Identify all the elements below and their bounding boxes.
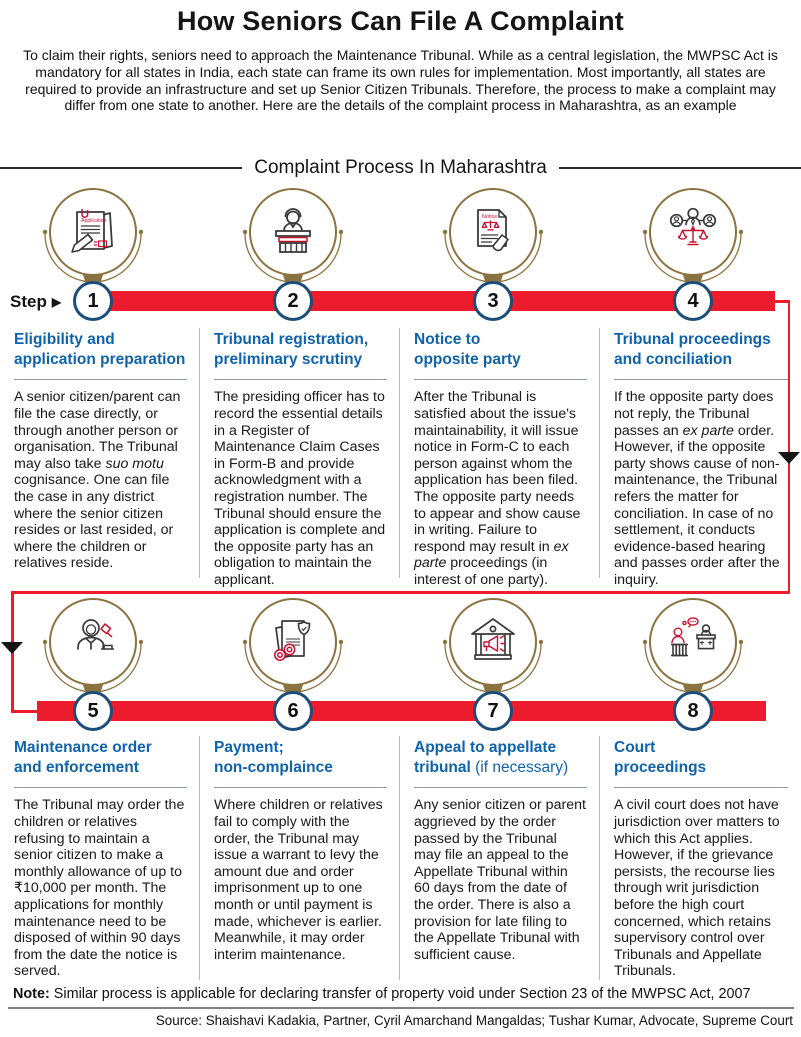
- intro-paragraph: To claim their rights, seniors need to approach the Maintenance Tribunal. While as a central legislation, the MWPSC Act is mandatory for all states in India, each state can frame its own rules for implementation. Most importantly, all states are required to provide an infrastructure and set up Senior Citizen Tribunals. Therefore, the process to make a complaint may differ from one state to another. Here are the details of the complaint process in Maharashtra, as an example: [23, 47, 778, 114]
- conciliation-scales-icon: [667, 205, 719, 257]
- heading-divider: [614, 379, 788, 380]
- step-heading: Notice to opposite party: [414, 331, 521, 369]
- step-body: Where children or relatives fail to comply with the order, the Tribunal may issue a warrant to levy the amount due and order imprisonment up to one month or until payment is made, whichever is earlier. Meanwhile, it may order interim maintenance.: [214, 797, 383, 963]
- step-body: A senior citizen/parent can file the case directly, or through another person or organisation. The Tribunal may also take suo motu cognisance. One can file the case in any district where the senior citizen resides or last resided, or where the children or relatives reside.: [14, 389, 181, 572]
- step-body: Any senior citizen or parent aggrieved by the order passed by the Tribunal may file an appeal to the Appellate Tribunal within 60 days from the date of the order. There is also a provision for late filing to the Appellate Tribunal with sufficient cause.: [414, 797, 586, 963]
- svg-text:Application: Application: [81, 218, 107, 224]
- step-number-3: 3: [473, 281, 513, 321]
- section-rule-right: [559, 167, 801, 169]
- step-heading: Appeal to appellate tribunal (if necessary): [414, 739, 569, 777]
- bottom-divider: [8, 1007, 794, 1009]
- section-title: Complaint Process In Maharashtra: [254, 157, 547, 178]
- step-heading: Tribunal registration, preliminary scrutiny: [214, 331, 369, 369]
- source-credit: Source: Shaishavi Kadakia, Partner, Cyril Amarchand Mangaldas; Tushar Kumar, Advocate, Supreme Court: [155, 1013, 793, 1028]
- step-body: A civil court does not have jurisdiction over matters to which this Act applies. However, if the grievance persists, the recourse lies through writ jurisdiction before the high court concerned, which retains supervisory control over Tribunals and Appellate Tribunals.: [614, 797, 780, 980]
- court-proceedings-icon: [667, 615, 719, 667]
- heading-divider: [414, 379, 587, 380]
- heading-divider: [14, 787, 187, 788]
- step-number-4: 4: [673, 281, 713, 321]
- step-number-8: 8: [673, 691, 713, 731]
- step-number-5: 5: [73, 691, 113, 731]
- step-label: Step ▶: [10, 292, 62, 311]
- step-column-5: [0, 736, 200, 980]
- step-body: The presiding officer has to record the essential details in a Register of Maintenance Claim Cases in Form-B and provide acknowledgment with a registration number. The Tribunal should ensure the application is complete and the opposite party has an obligation to maintain the applicant.: [214, 389, 386, 588]
- heading-divider: [214, 379, 387, 380]
- flow-arrow-down-icon: [1, 642, 23, 654]
- step-column-2: [200, 328, 400, 588]
- step-body: After the Tribunal is satisfied about the issue's maintainability, it will issue notice in Form-C to each person against whom the application has been filed. The opposite party needs to appear and show cause in writing. Failure to respond may result in ex parte proceedings (in interest of one party).: [414, 389, 581, 588]
- step-column-7: [400, 736, 600, 980]
- step-number-1: 1: [73, 281, 113, 321]
- warrant-document-icon: [267, 615, 319, 667]
- notice-document-icon: [467, 205, 519, 257]
- judge-bench-icon: [267, 205, 319, 257]
- step-column-4: [600, 328, 800, 588]
- judge-gavel-icon: [67, 615, 119, 667]
- heading-divider: [414, 787, 587, 788]
- step-column-3: [400, 328, 600, 588]
- step-heading: Tribunal proceedings and conciliation: [614, 331, 771, 369]
- step-number-2: 2: [273, 281, 313, 321]
- page-title: How Seniors Can File A Complaint: [177, 6, 624, 36]
- step-number-6: 6: [273, 691, 313, 731]
- step-body: If the opposite party does not reply, the Tribunal passes an ex parte order. However, if the opposite party shows cause of non-maintenance, the Tribunal refers the matter for conciliation. In case of no settlement, it conducts evidence-based hearing and passes order after the inquiry.: [614, 389, 780, 588]
- step-heading: Payment; non-complaince: [214, 739, 333, 777]
- heading-divider: [14, 379, 187, 380]
- step-arrow-icon: ▶: [51, 295, 62, 309]
- step-column-1: [0, 328, 200, 578]
- step-column-8: [600, 736, 800, 980]
- step-body: The Tribunal may order the children or relatives refusing to maintain a senior citizen to make a monthly allowance of up to ₹10,000 per month. The applications for monthly maintenance need to be disposed of within 90 days from the date the notice is served.: [14, 797, 185, 980]
- appellate-building-icon: [467, 615, 519, 667]
- heading-divider: [614, 787, 788, 788]
- connector-segment: [11, 710, 39, 713]
- note-text: Similar process is applicable for declaring transfer of property void under Section 23 of the MWPSC Act, 2007: [49, 986, 751, 1002]
- section-rule-left: [0, 167, 242, 169]
- note: [13, 986, 750, 1002]
- note-label: Note:: [13, 986, 50, 1002]
- step-heading: Eligibility and application preparation: [14, 331, 186, 369]
- heading-divider: [214, 787, 387, 788]
- step-column-6: [200, 736, 400, 980]
- step-heading: Court proceedings: [614, 739, 707, 777]
- section-header: [0, 157, 801, 179]
- steps-row-1: [0, 328, 801, 588]
- svg-text:Notice: Notice: [482, 214, 498, 220]
- step-number-7: 7: [473, 691, 513, 731]
- steps-row-2: [0, 736, 801, 980]
- application-document-icon: [67, 205, 119, 257]
- step-heading: Maintenance order and enforcement: [14, 739, 152, 777]
